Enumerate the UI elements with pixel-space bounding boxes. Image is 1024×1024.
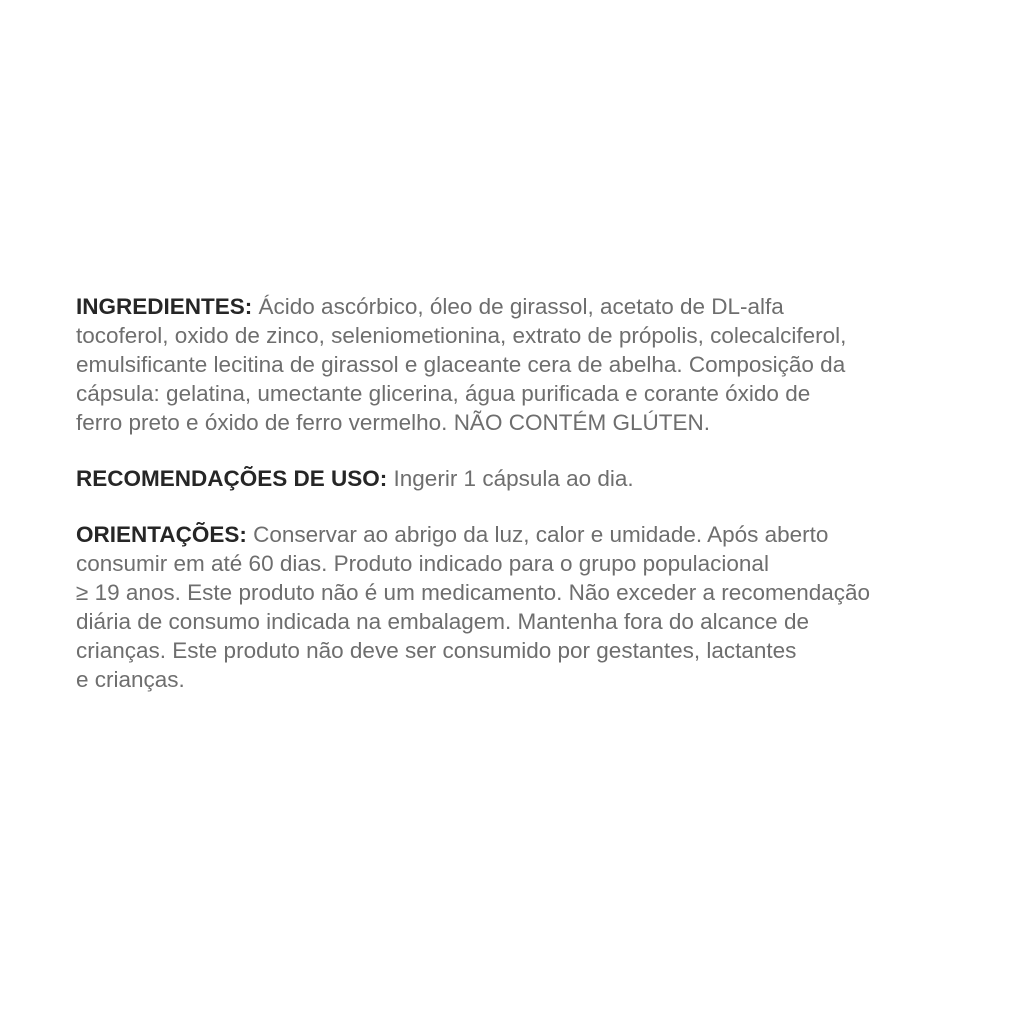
guidance-text: Conservar ao abrigo da luz, calor e umidade. Após aberto	[246, 522, 829, 547]
ingredients-line-3: emulsificante lecitina de girassol e glaceante cera de abelha. Composição da	[76, 352, 846, 377]
ingredients-section	[76, 292, 1006, 437]
guidance-section	[76, 520, 1006, 694]
guidance-line-1	[76, 520, 1006, 549]
product-label-text	[76, 292, 1006, 694]
guidance-line-5: crianças. Este produto não deve ser consumido por gestantes, lactantes	[76, 638, 797, 663]
usage-line-1	[76, 464, 1006, 493]
ingredients-line-4: cápsula: gelatina, umectante glicerina, água purificada e corante óxido de	[76, 381, 811, 406]
ingredients-line-5: ferro preto e óxido de ferro vermelho. NÃO CONTÉM GLÚTEN.	[76, 410, 710, 435]
guidance-line-4: diária de consumo indicada na embalagem. Mantenha fora do alcance de	[76, 609, 809, 634]
guidance-heading: ORIENTAÇÕES:	[76, 522, 247, 547]
ingredients-heading: INGREDIENTES:	[76, 294, 253, 319]
guidance-line-3: ≥ 19 anos. Este produto não é um medicamento. Não exceder a recomendação	[76, 580, 871, 605]
ingredients-text: Ácido ascórbico, óleo de girassol, acetato de DL-alfa	[252, 294, 784, 319]
guidance-line-2: consumir em até 60 dias. Produto indicado para o grupo populacional	[76, 551, 769, 576]
ingredients-line-1	[76, 292, 1006, 321]
ingredients-line-2: tocoferol, oxido de zinco, seleniometionina, extrato de própolis, colecalciferol,	[76, 323, 847, 348]
usage-section	[76, 464, 1006, 493]
guidance-line-6: e crianças.	[76, 667, 185, 692]
usage-heading: RECOMENDAÇÕES DE USO:	[76, 466, 388, 491]
usage-text: Ingerir 1 cápsula ao dia.	[387, 466, 634, 491]
